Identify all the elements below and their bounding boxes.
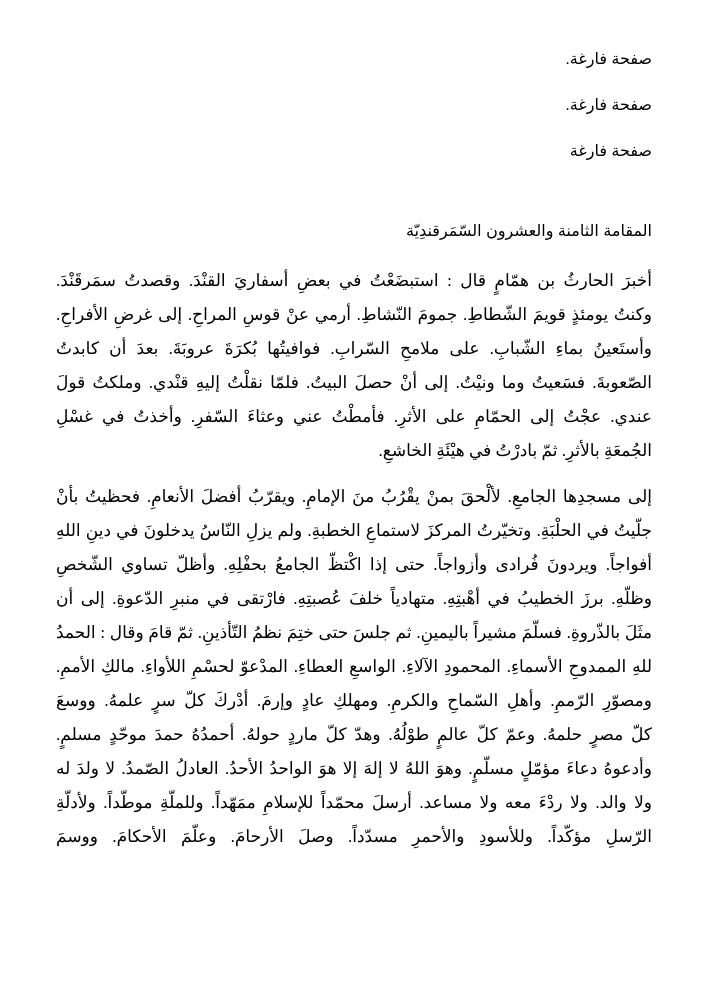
text-line: للهِ الممدوحِ الأسماءِ. المحمودِ الآلاءِ. الواسعِ العطاءِ. المدْعوّ لحسْمِ اللأواءِ. مالكِ الأممِ.: [56, 657, 652, 676]
text-line: إلى مسجدِها الجامعِ. لألْحقَ بمنْ يقْرُبُ منَ الإمامِ. ويقرّبُ أفضلَ الأنعامِ. فحظيتُ بأنْ: [56, 487, 652, 506]
text-line: ومصوّرِ الرّممِ. وأهلِ السّماحِ والكرمِ. ومهلكِ عادٍ وإرمَ. أدْركَ كلّ سرٍ علمهُ. ووسعَ: [56, 691, 652, 710]
text-line: الصّعوبةَ. فسَعيتُ وما ونيْتُ. إلى أنْ حصلَ البيتُ. فلمّا نقلْتُ إليهِ قنْدي. وملكتُ قولَ: [56, 373, 652, 392]
text-line: كلّ مصرٍ حلمهُ. وعمّ كلّ عالمٍ طوْلُهُ. وهدّ كلّ ماردٍ حولهُ. أحمدُهُ حمدَ موحّدٍ مسلمٍ.: [56, 725, 652, 744]
blank-page-note: صفحة فارغة: [569, 143, 652, 160]
blank-page-note: صفحة فارغة.: [565, 51, 652, 68]
text-line: الرّسلِ مؤكّداً. وللأسودِ والأحمرِ مسدّداً. وصلَ الأرحامَ. وعلّمَ الأحكامَ. ووسمَ: [56, 827, 652, 846]
text-line: ولا والد. ولا ردْءَ معه ولا مساعد. أرسلَ محمّداً للإسلامِ ممَهّداً. وللملّةِ موطّداً. ولأدلّةِ: [56, 793, 652, 812]
maqama-title: المقامة الثامنة والعشرون السّمَرقندِيّة: [406, 223, 652, 240]
text-line: الجُمعَةِ بالأثرِ. ثمّ بادرْتُ في هيْئَةِ الخاشعِ.: [378, 441, 652, 460]
maqama-body: [56, 264, 652, 854]
text-line: عندي. عجْتُ إلى الحمّامِ على الأثرِ. فأمطْتُ عني وعثاءَ السّفرِ. وأخذتُ في غسْلِ: [56, 407, 652, 426]
text-line: وأستَعينُ بماءِ الشّبابِ. على ملامحِ السّرابِ. فوافيتُها بُكرَةَ عروبَةَ. بعدَ أن كابدتُ: [56, 339, 652, 358]
paragraph-1: [56, 264, 652, 468]
blank-page-note: صفحة فارغة.: [565, 97, 652, 114]
text-line: وكنتُ يومئذٍ قويمَ الشّطاطِ. جمومَ النّشاطِ. أرمي عنْ قوسِ المراحِ. إلى غرضِ الأفراحِ.: [56, 305, 652, 324]
text-line: أفواجاً. ويردونَ فُرادى وأزواجاً. حتى إذا اكْتظّ الجامعُ بحفْلِهِ. وأظلّ تساوي الشّخصِ: [56, 555, 652, 574]
blank-page-notes: [56, 48, 652, 164]
text-line: مثَلَ بالذّروةِ. فسلّمَ مشيراً باليمينِ. ثم جلسَ حتى ختِمَ نظمُ التّأذينِ. ثمّ قامَ وقال : الحمدُ: [56, 623, 652, 642]
text-line: جلّيتُ في الحلْبَةِ. وتخيّرتُ المركزَ لاستماعِ الخطبةِ. ولم يزلِ النّاسُ يدخلونَ في دينِ اللهِ: [56, 521, 652, 540]
text-line: وأدعوهُ دعاءَ مؤمّلٍ مسلّمٍ. وهوَ اللهُ لا إلهَ إلا هوَ الواحدُ الأحدُ. العادلُ الصّمدُ. لا ولدَ له: [56, 759, 652, 778]
text-line: أخبرَ الحارثُ بن همّامٍ قال : استبضَعْتُ في بعضِ أسفاريَ القنْدَ. وقصدتُ سمَرقَنْدَ.: [56, 271, 652, 290]
text-line: وظلّهِ. برزَ الخطيبُ في أهْبتِهِ. متهادياً خلفَ عُصبتِهِ. فارْتقى في منبرِ الدّعوةِ. إلى أن: [56, 589, 652, 608]
paragraph-2: [56, 480, 652, 854]
